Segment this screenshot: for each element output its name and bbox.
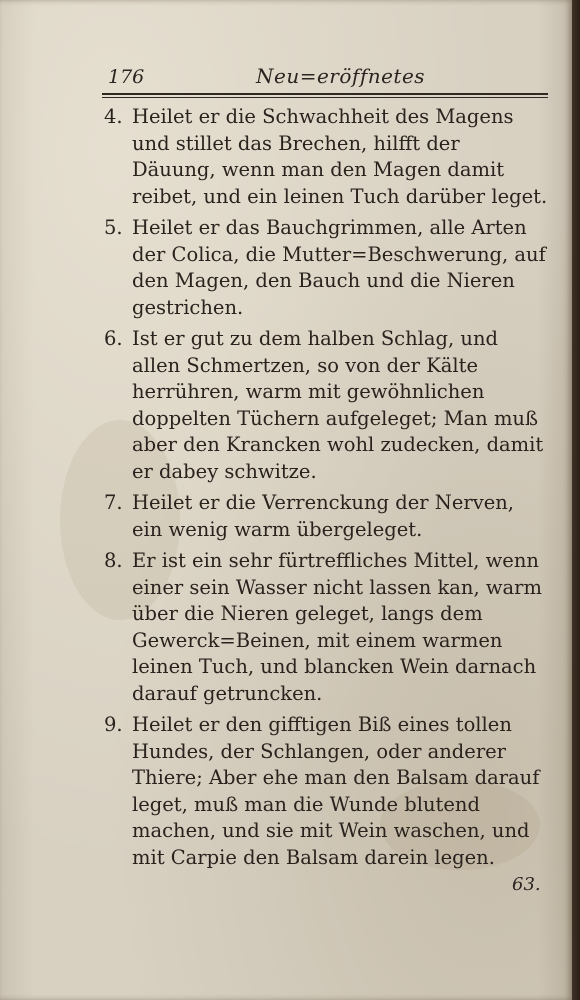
list-item xyxy=(104,712,548,871)
page-body xyxy=(104,104,548,876)
list-item xyxy=(104,104,548,210)
running-head: Neu=eröffnetes xyxy=(256,64,426,88)
item-text: Heilet er die Verrenckung der Nerven, ein wenig warm übergeleget. xyxy=(132,491,515,541)
item-text: Ist er gut zu dem halben Schlag, und allen Schmertzen, so von der Kälte herrühren, warm mit gewöhnlichen doppelten Tüchern aufgeleget; Man muß aber den Krancken wohl zudecken, damit er dabey schwitze. xyxy=(132,327,544,483)
page-header xyxy=(102,60,550,100)
header-rule xyxy=(102,93,548,95)
list-item xyxy=(104,548,548,707)
item-number: 8. xyxy=(104,549,123,572)
item-number: 7. xyxy=(104,491,123,514)
item-number: 6. xyxy=(104,327,123,350)
list-item xyxy=(104,326,548,485)
item-text: Er ist ein sehr fürtreffliches Mittel, wenn einer sein Wasser nicht lassen kan, warm über die Nieren geleget, langs dem Gewerck=Beinen, mit einem warmen leinen Tuch, und blancken Wein darnach darauf getruncken. xyxy=(132,549,542,705)
item-text: Heilet er den gifftigen Biß eines tollen Hundes, der Schlangen, oder anderer Thiere; Aber ehe man den Balsam darauf leget, muß man die Wunde blutend machen, und sie mit Wein waschen, und mit Carpie den Balsam darein legen. xyxy=(132,713,540,869)
page-number: 176 xyxy=(108,66,145,88)
item-number: 9. xyxy=(104,713,123,736)
header-rule-thin xyxy=(102,97,548,98)
list-item xyxy=(104,215,548,321)
signature-mark: 63. xyxy=(512,874,541,895)
item-text: Heilet er die Schwachheit des Magens und stillet das Brechen, hilfft der Däuung, wenn man den Magen damit reibet, und ein leinen Tuch darüber leget. xyxy=(132,105,548,208)
page-edge xyxy=(572,0,580,1000)
item-text: Heilet er das Bauchgrimmen, alle Arten der Colica, die Mutter=Beschwerung, auf den Magen, den Bauch und die Nieren gestrichen. xyxy=(132,216,546,319)
item-number: 5. xyxy=(104,216,123,239)
item-number: 4. xyxy=(104,105,123,128)
list-item xyxy=(104,490,548,543)
